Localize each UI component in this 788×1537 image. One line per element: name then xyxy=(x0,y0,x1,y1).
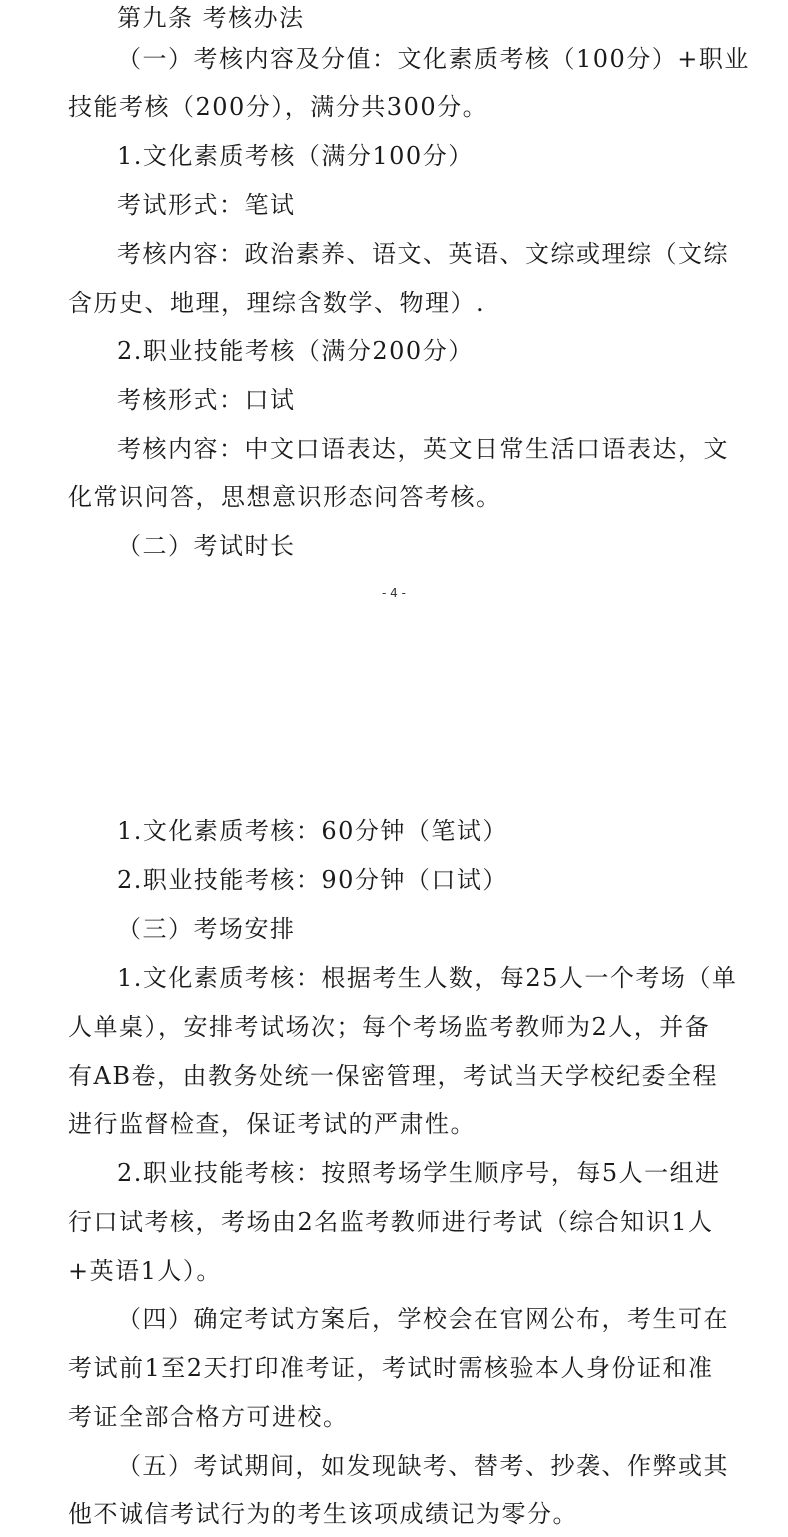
paragraph-line: 2.职业技能考核：90分钟（口试） xyxy=(117,866,508,894)
paragraph-line: 人单桌），安排考试场次；每个考场监考教师为2人，并备 xyxy=(68,1013,711,1041)
paragraph-line: 化常识问答，思想意识形态问答考核。 xyxy=(68,483,502,511)
paragraph-line: 考核内容：政治素养、语文、英语、文综或理综（文综 xyxy=(117,240,729,268)
paragraph-line: （四）确定考试方案后，学校会在官网公布，考生可在 xyxy=(117,1305,729,1333)
paragraph-line: 考试形式：笔试 xyxy=(117,191,296,219)
paragraph-line: 考试前1至2天打印准考证，考试时需核验本人身份证和准 xyxy=(68,1354,714,1382)
paragraph-line: 有AB卷，由教务处统一保密管理，考试当天学校纪委全程 xyxy=(68,1062,718,1090)
paragraph-line: 技能考核（200分），满分共300分。 xyxy=(68,93,489,121)
article-heading: 第九条 考核办法 xyxy=(117,4,305,32)
paragraph-line: 考证全部合格方可进校。 xyxy=(68,1403,349,1431)
paragraph-line: +英语1人）。 xyxy=(68,1257,222,1285)
section-heading: （三）考场安排 xyxy=(117,915,296,943)
paragraph-line: 进行监督检查，保证考试的严肃性。 xyxy=(68,1110,476,1138)
document-page-5 xyxy=(0,800,788,1537)
paragraph-line: 1.文化素质考核：根据考生人数，每25人一个考场（单 xyxy=(117,964,738,992)
paragraph-line: 1.文化素质考核：60分钟（笔试） xyxy=(117,817,508,845)
paragraph-line: 2.职业技能考核：按照考场学生顺序号，每5人一组进 xyxy=(117,1159,721,1187)
paragraph-line: （五）考试期间，如发现缺考、替考、抄袭、作弊或其 xyxy=(117,1452,729,1480)
paragraph-line: 考核内容：中文口语表达，英文日常生活口语表达，文 xyxy=(117,435,729,463)
page-number: - 4 - xyxy=(382,586,406,600)
paragraph-line: 含历史、地理，理综含数学、物理）. xyxy=(68,289,486,317)
paragraph-line: 行口试考核，考场由2名监考教师进行考试（综合知识1人 xyxy=(68,1208,714,1236)
paragraph-line: 他不诚信考试行为的考生该项成绩记为零分。 xyxy=(68,1500,578,1528)
paragraph-line: 2.职业技能考核（满分200分） xyxy=(117,337,474,365)
paragraph-line: （一）考核内容及分值：文化素质考核（100分）+职业 xyxy=(117,45,750,73)
section-heading: （二）考试时长 xyxy=(117,532,296,560)
paragraph-line: 考核形式：口试 xyxy=(117,386,296,414)
document-page-4 xyxy=(0,0,788,620)
paragraph-line: 1.文化素质考核（满分100分） xyxy=(117,142,474,170)
